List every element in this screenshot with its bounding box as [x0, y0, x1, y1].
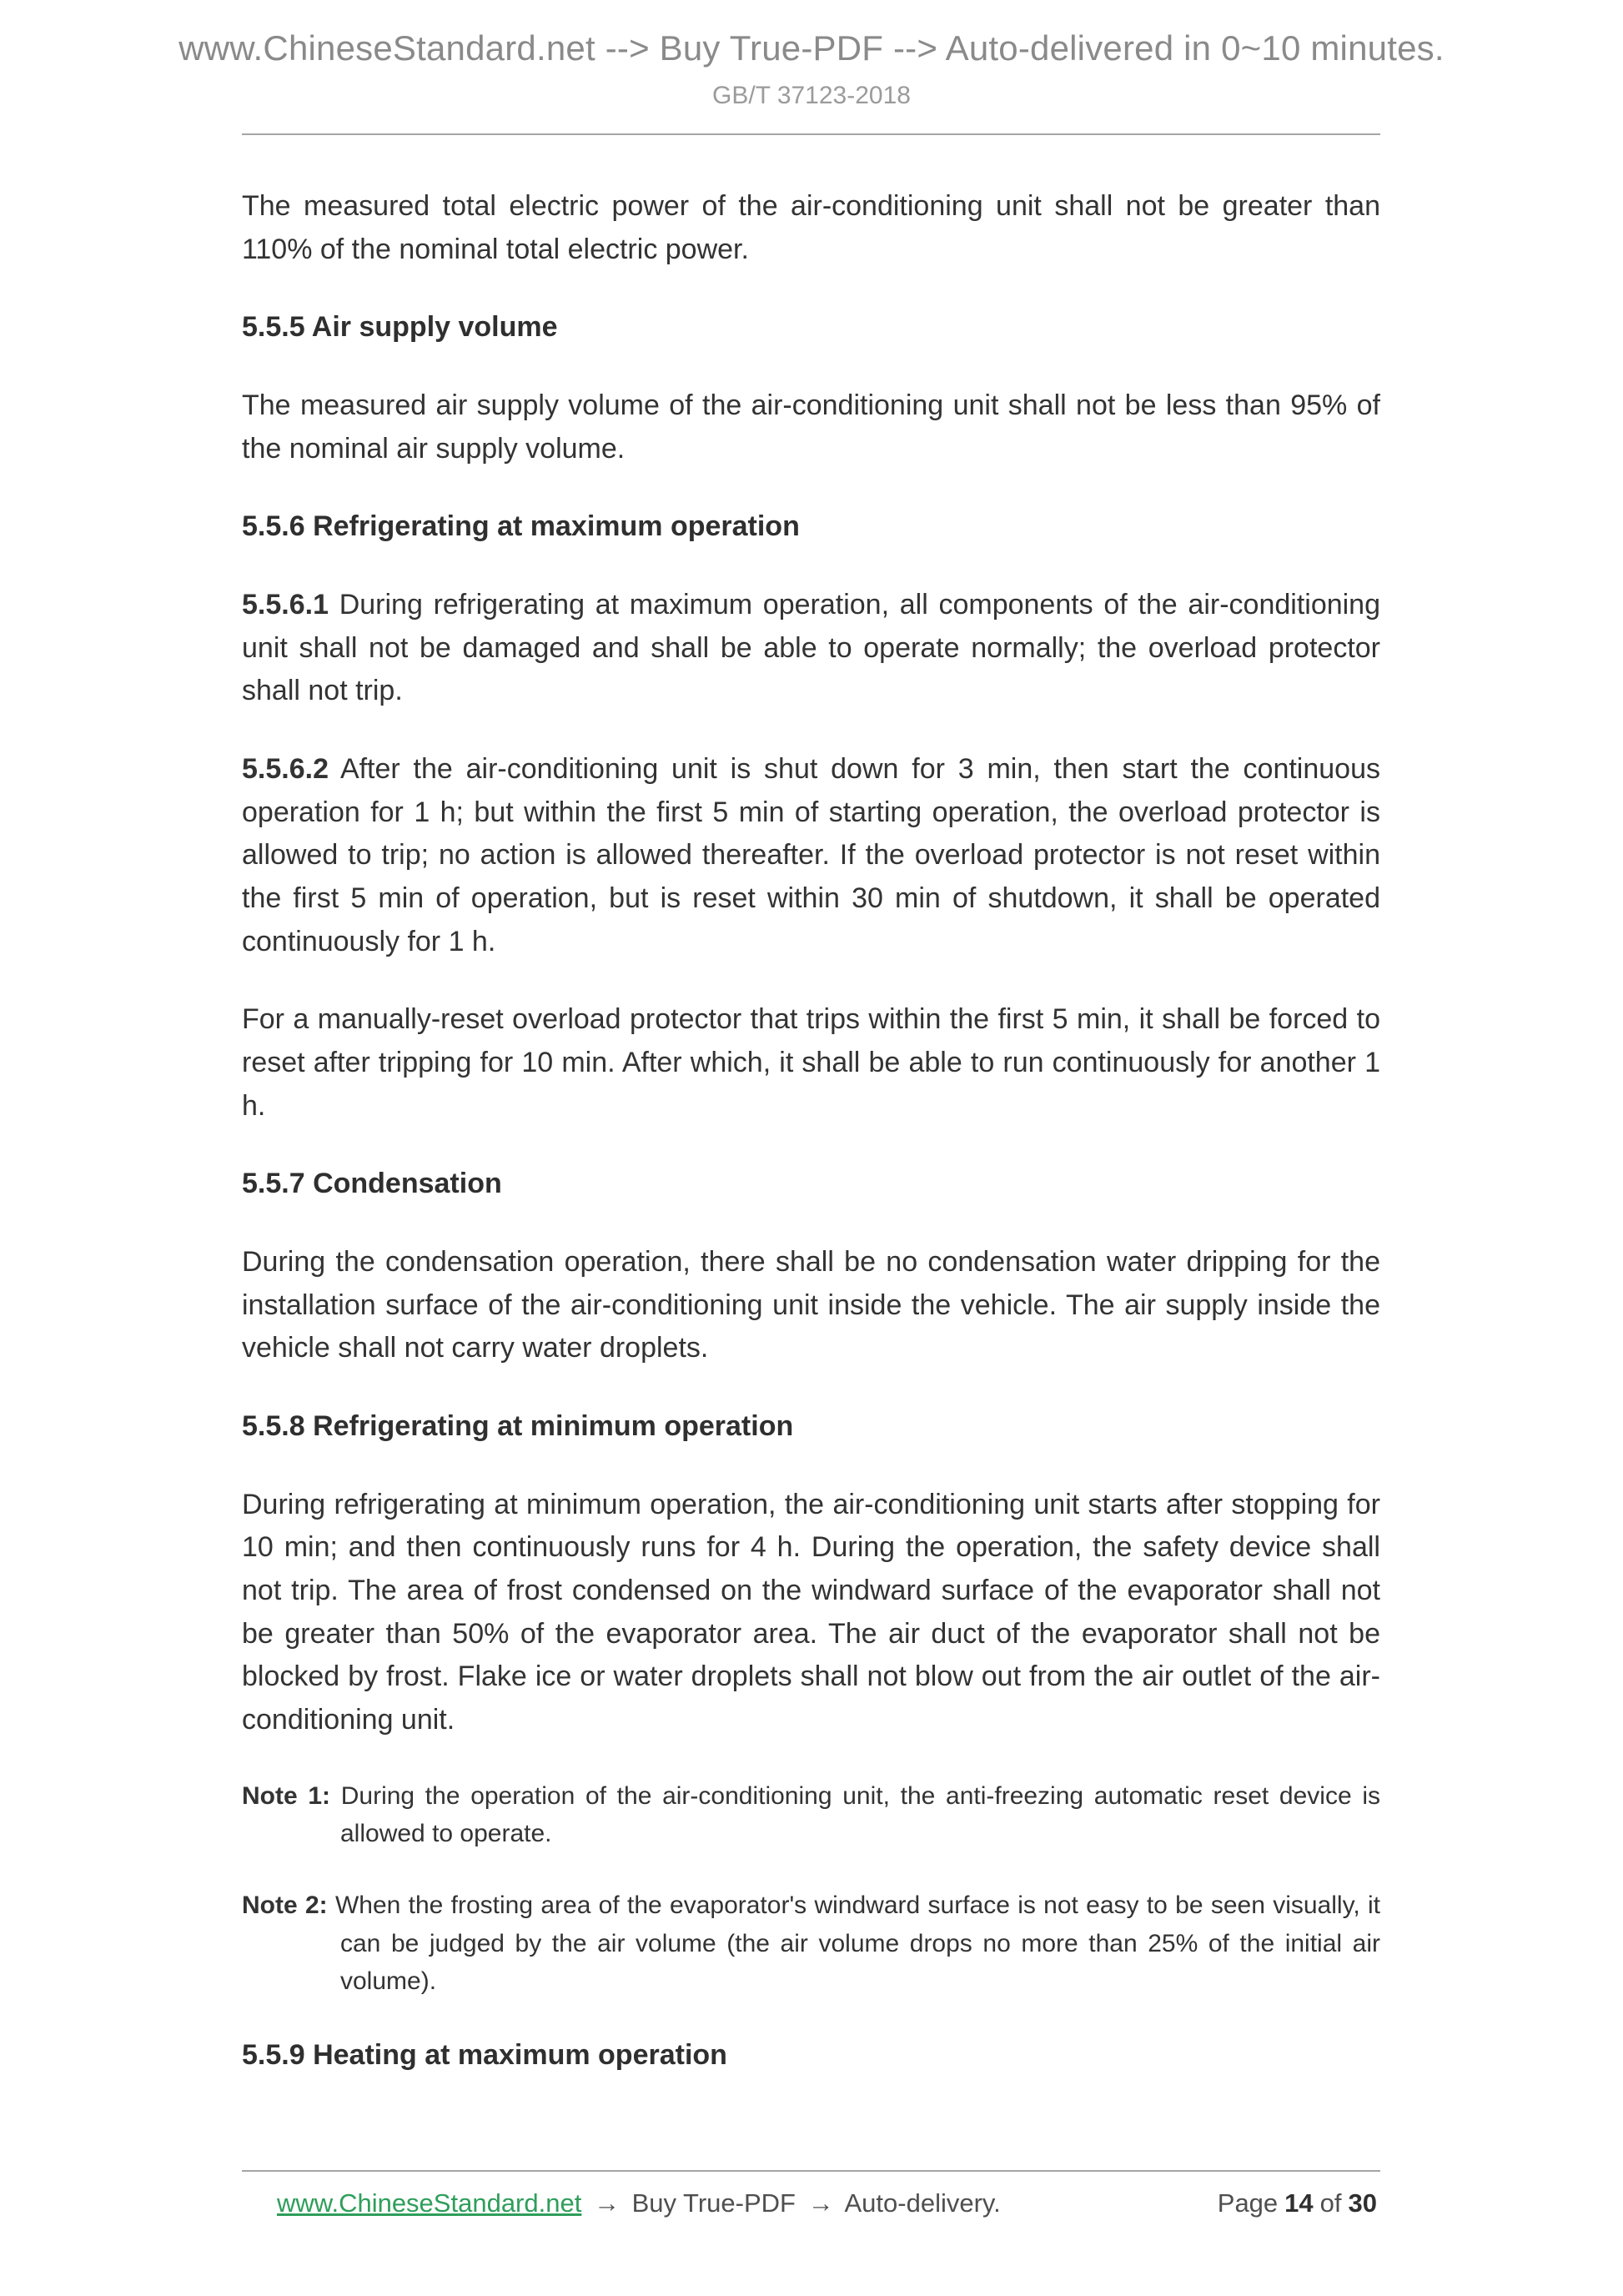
footer-site-link[interactable]: www.ChineseStandard.net	[277, 2188, 582, 2218]
heading-5-5-7: 5.5.7 Condensation	[242, 1168, 502, 1200]
header-divider	[242, 133, 1380, 135]
note-2-text: When the frosting area of the evaporator's windward surface is not easy to be seen visually, it can be judged by the air volume (the air volume drops no more than 25% of the initial air volume).	[334, 1892, 1380, 1996]
note-1-text: During the operation of the air-conditioning unit, the anti-freezing automatic reset device is allowed to operate.	[340, 1781, 1380, 1848]
header-banner: www.ChineseStandard.net --> Buy True-PDF --> Auto-delivered in 0~10 minutes.	[178, 28, 1445, 68]
heading-5-5-8: 5.5.8 Refrigerating at minimum operation	[242, 1410, 794, 1443]
document-body	[242, 185, 1380, 2077]
arrow-right-icon: →	[807, 2188, 834, 2218]
paragraph-total-electric-power: The measured total electric power of the air-conditioning unit shall not be greater than 110% of the nominal total electric power.	[242, 190, 1380, 265]
heading-5-5-5: 5.5.5 Air supply volume	[242, 311, 558, 344]
clause-text-5-5-6-2: After the air-conditioning unit is shut down for 3 min, then start the continuous operation for 1 h; but within the first 5 min of starting operation, the overload protector is allowed to trip; no action is allowed thereafter. If the overload protector is not reset within the first 5 min of operation, but is reset within 30 min of shutdown, it shall be operated continuously for 1 h.	[242, 753, 1380, 957]
note-2-label: Note 2:	[242, 1892, 328, 1919]
footer-buy-label: Buy True-PDF	[631, 2188, 796, 2218]
page-footer	[242, 2170, 1380, 2218]
page-header	[0, 0, 1623, 110]
heading-5-5-9: 5.5.9 Heating at maximum operation	[242, 2038, 727, 2071]
footer-delivery-label: Auto-delivery.	[844, 2188, 1001, 2218]
clause-text-5-5-6-1: During refrigerating at maximum operation, all components of the air-conditioning unit shall not be damaged and shall be able to operate normally; the overload protector shall not trip.	[242, 589, 1381, 707]
paragraph-5-5-6-1	[242, 584, 1380, 713]
paragraph-5-5-6-2	[242, 748, 1380, 963]
footer-promo	[242, 2188, 1001, 2218]
header-doc-number: GB/T 37123-2018	[712, 82, 911, 109]
paragraph-air-supply-volume: The measured air supply volume of the air-conditioning unit shall not be less than 95% of the nominal air supply volume.	[242, 389, 1380, 465]
heading-5-5-6: 5.5.6 Refrigerating at maximum operation	[242, 510, 800, 543]
footer-page-indicator	[1214, 2188, 1380, 2218]
footer-page-number: 14	[1284, 2188, 1314, 2218]
footer-of-label: of	[1319, 2188, 1342, 2218]
note-1	[242, 1777, 1380, 1853]
note-1-label: Note 1:	[242, 1781, 331, 1810]
paragraph-condensation: During the condensation operation, there shall be no condensation water dripping for the installation surface of the air-conditioning unit inside the vehicle. The air supply inside the vehicle shall not carry water droplets.	[242, 1246, 1380, 1364]
note-2	[242, 1887, 1380, 2001]
footer-total-pages: 30	[1348, 2188, 1377, 2218]
clause-number-5-5-6-2: 5.5.6.2	[242, 753, 329, 786]
paragraph-min-operation: During refrigerating at minimum operation, the air-conditioning unit starts after stopping for 10 min; and then continuously runs for 4 h. During the operation, the safety device shall not trip. The area of frost condensed on the windward surface of the evaporator shall not be greater than 50% of the evaporator area. The air duct of the evaporator shall not be blocked by frost. Flake ice or water droplets shall not blow out from the air outlet of the air-conditioning unit.	[242, 1488, 1380, 1736]
footer-page-label: Page	[1217, 2188, 1279, 2218]
arrow-right-icon: →	[593, 2188, 620, 2218]
clause-number-5-5-6-1: 5.5.6.1	[242, 589, 329, 621]
paragraph-manual-reset: For a manually-reset overload protector that trips within the first 5 min, it shall be forced to reset after tripping for 10 min. After which, it shall be able to run continuously for another 1 h.	[242, 1003, 1380, 1122]
